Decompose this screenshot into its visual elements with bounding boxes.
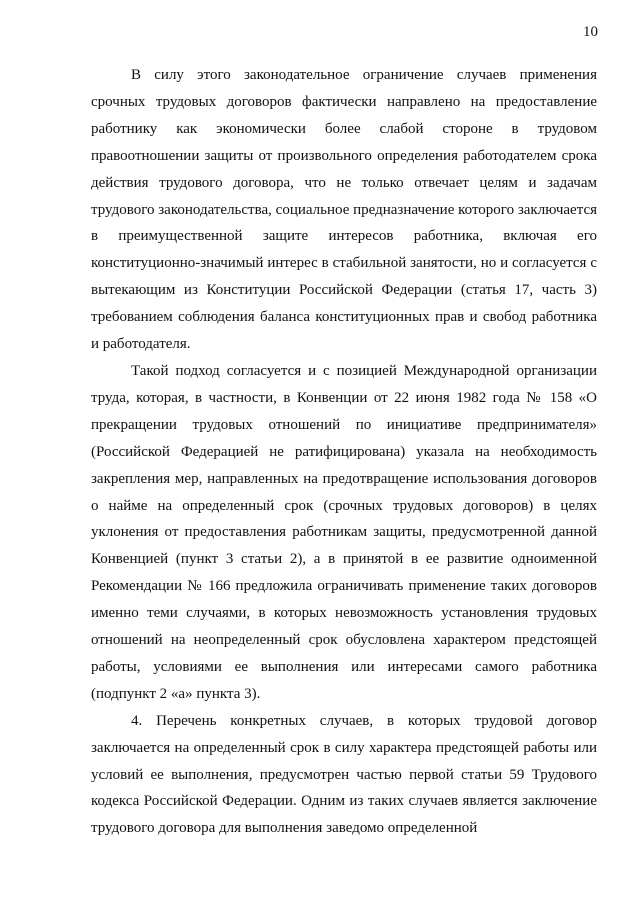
paragraph: Такой подход согласуется и с позицией Международной организации труда, которая, в частности, в Конвенции от 22 июня 1982 года № 158 «О прекращении трудовых отношений по инициативе предпринимателя» (Российской Федерацией не ратифицирована) указала на необходимость закрепления мер, направленных на предотвращение использования договоров о найме на определенный срок (срочных трудовых договоров) в целях уклонения от предоставления работникам защиты, предусмотренной данной Конвенцией (пункт 3 статьи 2), а в принятой в ее развитие одноименной Рекомендации № 166 предложила ограничивать применение таких договоров именно теми случаями, в которых невозможность установления трудовых отношений на неопределенный срок обусловлена характером предстоящей работы, условиями ее выполнения или интересами самого работника (подпункт 2 «а» пункта 3). (91, 362, 597, 702)
paragraph: 4. Перечень конкретных случаев, в которых трудовой договор заключается на определенный срок в силу характера предстоящей работы или условий ее выполнения, предусмотрен частью первой статьи 59 Трудового кодекса Российской Федерации. Одним из таких случаев является заключение трудового договора для выполнения заведомо определенной (91, 712, 597, 837)
page-number: 10 (583, 24, 598, 40)
body-text (91, 62, 597, 842)
paragraph: В силу этого законодательное ограничение случаев применения срочных трудовых договоров фактически направлено на предоставление работнику как экономически более слабой стороне в трудовом правоотношении защиты от произвольного определения работодателем срока действия трудового договора, что не только отвечает целям и задачам трудового законодательства, социальное предназначение которого заключается в преимущественной защите интересов работника, включая его конституционно-значимый интерес в стабильной занятости, но и согласуется с вытекающим из Конституции Российской Федерации (статья 17, часть 3) требованием соблюдения баланса конституционных прав и свобод работника и работодателя. (91, 67, 597, 353)
